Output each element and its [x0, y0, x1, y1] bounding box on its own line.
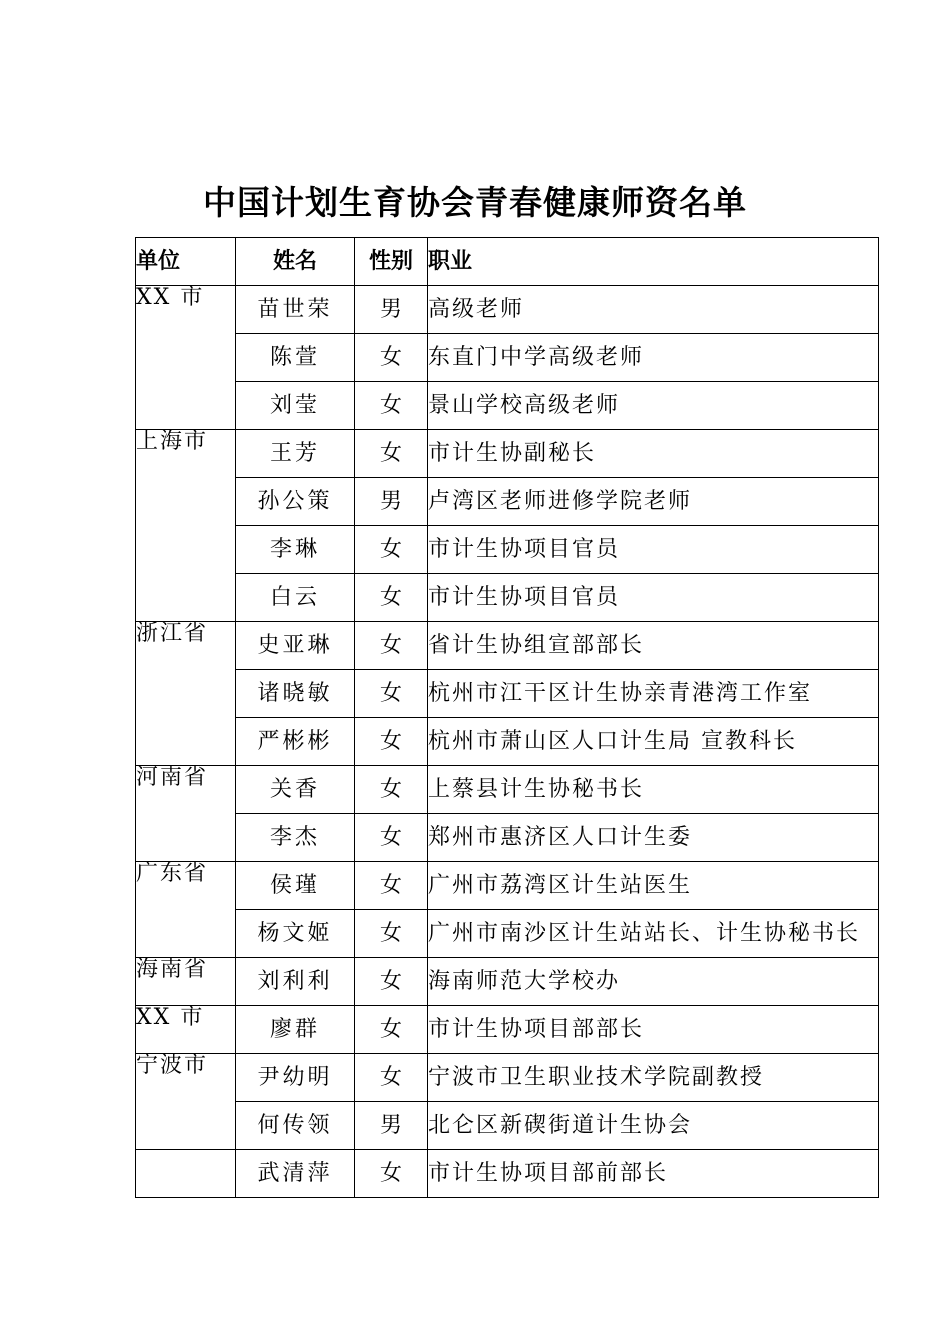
name-cell: 侯瑾	[236, 862, 355, 910]
gender-cell: 女	[355, 718, 428, 766]
name-cell: 李杰	[236, 814, 355, 862]
name-cell: 白云	[236, 574, 355, 622]
table-row	[136, 718, 879, 766]
unit-cell: 宁波市	[136, 1054, 236, 1150]
table-row	[136, 862, 879, 910]
unit-cell: 浙江省	[136, 622, 236, 766]
gender-cell: 女	[355, 670, 428, 718]
table-row	[136, 958, 879, 1006]
table-row	[136, 334, 879, 382]
name-cell: 史亚琳	[236, 622, 355, 670]
name-cell: 尹幼明	[236, 1054, 355, 1102]
table-row	[136, 1054, 879, 1102]
table-row	[136, 910, 879, 958]
name-cell: 杨文姬	[236, 910, 355, 958]
gender-cell: 女	[355, 814, 428, 862]
roster-table	[135, 237, 879, 1198]
unit-cell	[136, 1150, 236, 1198]
occupation-column-header: 职业	[428, 238, 879, 286]
name-column-header: 姓名	[236, 238, 355, 286]
name-cell: 孙公策	[236, 478, 355, 526]
table-row	[136, 1150, 879, 1198]
occupation-cell: 市计生协副秘长	[428, 430, 879, 478]
name-cell: 陈萱	[236, 334, 355, 382]
gender-cell: 男	[355, 1102, 428, 1150]
gender-cell: 女	[355, 1006, 428, 1054]
table-row	[136, 814, 879, 862]
table-row	[136, 622, 879, 670]
gender-cell: 男	[355, 286, 428, 334]
gender-cell: 女	[355, 1054, 428, 1102]
table-row	[136, 766, 879, 814]
gender-cell: 女	[355, 910, 428, 958]
unit-cell: XX 市	[136, 1006, 236, 1054]
gender-cell: 女	[355, 430, 428, 478]
name-cell: 刘莹	[236, 382, 355, 430]
unit-cell: 河南省	[136, 766, 236, 862]
unit-cell: 广东省	[136, 862, 236, 958]
table-row	[136, 1006, 879, 1054]
unit-cell: 上海市	[136, 430, 236, 622]
occupation-cell: 市计生协项目官员	[428, 526, 879, 574]
occupation-cell: 宁波市卫生职业技术学院副教授	[428, 1054, 879, 1102]
occupation-cell: 北仑区新碶街道计生协会	[428, 1102, 879, 1150]
occupation-cell: 高级老师	[428, 286, 879, 334]
table-row	[136, 1102, 879, 1150]
occupation-cell: 杭州市萧山区人口计生局 宣教科长	[428, 718, 879, 766]
name-cell: 严彬彬	[236, 718, 355, 766]
name-cell: 李琳	[236, 526, 355, 574]
gender-column-header: 性别	[355, 238, 428, 286]
gender-cell: 女	[355, 574, 428, 622]
gender-cell: 女	[355, 1150, 428, 1198]
unit-cell: 海南省	[136, 958, 236, 1006]
gender-cell: 女	[355, 526, 428, 574]
name-cell: 何传领	[236, 1102, 355, 1150]
table-row	[136, 286, 879, 334]
occupation-cell: 市计生协项目部前部长	[428, 1150, 879, 1198]
occupation-cell: 广州市南沙区计生站站长、计生协秘书长	[428, 910, 879, 958]
occupation-cell: 上蔡县计生协秘书长	[428, 766, 879, 814]
occupation-cell: 郑州市惠济区人口计生委	[428, 814, 879, 862]
table-row	[136, 526, 879, 574]
gender-cell: 女	[355, 862, 428, 910]
gender-cell: 女	[355, 958, 428, 1006]
name-cell: 诸晓敏	[236, 670, 355, 718]
name-cell: 关香	[236, 766, 355, 814]
name-cell: 苗世荣	[236, 286, 355, 334]
gender-cell: 女	[355, 622, 428, 670]
name-cell: 王芳	[236, 430, 355, 478]
gender-cell: 男	[355, 478, 428, 526]
table-row	[136, 574, 879, 622]
unit-column-header: 单位	[136, 238, 236, 286]
name-cell: 廖群	[236, 1006, 355, 1054]
table-row	[136, 478, 879, 526]
table-row	[136, 430, 879, 478]
page-title: 中国计划生育协会青春健康师资名单	[203, 183, 747, 222]
table-row	[136, 670, 879, 718]
occupation-cell: 卢湾区老师进修学院老师	[428, 478, 879, 526]
gender-cell: 女	[355, 334, 428, 382]
gender-cell: 女	[355, 766, 428, 814]
name-cell: 武清萍	[236, 1150, 355, 1198]
occupation-cell: 市计生协项目部部长	[428, 1006, 879, 1054]
roster-body	[136, 286, 879, 1198]
occupation-cell: 海南师范大学校办	[428, 958, 879, 1006]
occupation-cell: 杭州市江干区计生协亲青港湾工作室	[428, 670, 879, 718]
occupation-cell: 东直门中学高级老师	[428, 334, 879, 382]
header-row	[136, 238, 879, 286]
unit-cell: XX 市	[136, 286, 236, 430]
occupation-cell: 市计生协项目官员	[428, 574, 879, 622]
occupation-cell: 广州市荔湾区计生站医生	[428, 862, 879, 910]
occupation-cell: 省计生协组宣部部长	[428, 622, 879, 670]
occupation-cell: 景山学校高级老师	[428, 382, 879, 430]
table-row	[136, 382, 879, 430]
gender-cell: 女	[355, 382, 428, 430]
name-cell: 刘利利	[236, 958, 355, 1006]
